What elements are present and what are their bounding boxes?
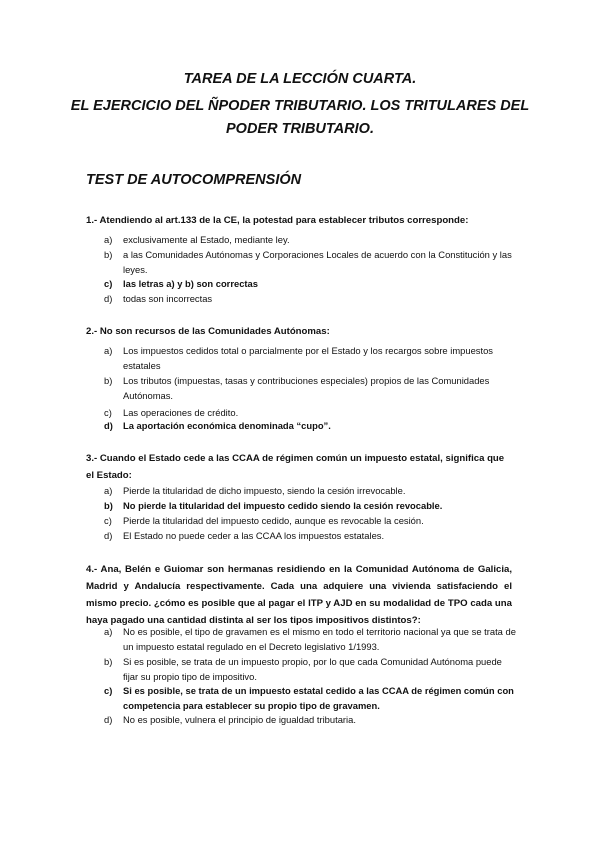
option-letter: b) — [104, 500, 113, 511]
question-3-option-b — [104, 498, 518, 513]
section-subtitle: TEST DE AUTOCOMPRENSIÓN — [86, 172, 302, 188]
question-4-option-b — [104, 654, 518, 684]
option-letter: a) — [104, 345, 113, 356]
question-4-option-d — [104, 712, 518, 727]
question-1-option-a — [104, 232, 518, 247]
option-text: Las operaciones de crédito. — [123, 407, 239, 418]
question-3: 3.- Cuando el Estado cede a las CCAA de régimen común un impuesto estatal, significa que el Estado: — [86, 453, 505, 481]
option-letter: b) — [104, 375, 113, 386]
option-letter: c) — [104, 407, 112, 418]
option-text: No pierde la titularidad del impuesto cedido siendo la cesión revocable. — [123, 500, 443, 511]
question-1-option-d — [104, 291, 518, 306]
option-letter: d) — [104, 530, 113, 541]
question-1-option-c — [104, 276, 518, 291]
question-2-option-d — [104, 418, 518, 433]
option-letter: b) — [104, 249, 113, 260]
option-text: No es posible, el tipo de gravamen es el mismo en todo el territorio nacional ya que se trata de un impuesto estatal regulado en el Decreto legislativo 1/1993. — [123, 626, 516, 652]
question-1: 1.- Atendiendo al art.133 de la CE, la potestad para establecer tributos corresponde: — [86, 215, 469, 226]
option-text: Pierde la titularidad de dicho impuesto, siendo la cesión irrevocable. — [123, 485, 406, 496]
option-letter: c) — [104, 515, 112, 526]
question-4-option-a — [104, 624, 518, 654]
option-text: todas son incorrectas — [123, 293, 213, 304]
question-4: 4.- Ana, Belén e Guiomar son hermanas residiendo en la Comunidad Autónoma de Galicia, Madrid y Andalucía respectivamente. Cada una adquiere una vivienda satisfaciendo el mismo precio. ¿cómo es posible que al pagar el ITP y AJD en su modalidad de TPO cada una haya pagado una cantidad distinta al ser los tipos impositivos distintos?: — [86, 564, 512, 626]
option-text: Pierde la titularidad del impuesto cedido, aunque es revocable la cesión. — [123, 515, 424, 526]
question-3-option-d — [104, 528, 518, 543]
title-line-1: TAREA DE LA LECCIÓN CUARTA. — [183, 71, 417, 87]
option-letter: a) — [104, 626, 113, 637]
option-text: Los impuestos cedidos total o parcialmente por el Estado y los recargos sobre impuestos estatales — [123, 345, 493, 371]
option-text: El Estado no puede ceder a las CCAA los impuestos estatales. — [123, 530, 385, 541]
option-text: exclusivamente al Estado, mediante ley. — [123, 234, 290, 245]
option-letter: b) — [104, 656, 113, 667]
option-letter: c) — [104, 278, 113, 289]
option-text: No es posible, vulnera el principio de igualdad tributaria. — [123, 714, 356, 725]
question-2-option-a — [104, 343, 518, 373]
option-letter: d) — [104, 293, 113, 304]
title-line-3: PODER TRIBUTARIO. — [226, 121, 374, 137]
question-3-option-c — [104, 513, 518, 528]
option-letter: d) — [104, 714, 113, 725]
title-line-2: EL EJERCICIO DEL ÑPODER TRIBUTARIO. LOS TRITULARES DEL — [70, 98, 530, 114]
option-letter: a) — [104, 234, 113, 245]
option-letter: d) — [104, 420, 113, 431]
option-letter: a) — [104, 485, 113, 496]
question-4-option-c — [104, 683, 518, 713]
option-text: a las Comunidades Autónomas y Corporaciones Locales de acuerdo con la Constitución y las leyes. — [123, 249, 512, 275]
option-text: Si es posible, se trata de un impuesto estatal cedido a las CCAA de régimen común con competencia para establecer su propio tipo de gravamen. — [123, 685, 514, 711]
question-3-option-a — [104, 483, 518, 498]
question-2: 2.- No son recursos de las Comunidades Autónomas: — [86, 326, 330, 337]
option-letter: c) — [104, 685, 113, 696]
option-text: las letras a) y b) son correctas — [123, 278, 258, 289]
question-1-option-b — [104, 247, 518, 277]
option-text: Si es posible, se trata de un impuesto propio, por lo que cada Comunidad Autónoma puede fijar su propio tipo de impositivo. — [123, 656, 502, 682]
option-text: Los tributos (impuestas, tasas y contribuciones especiales) propios de las Comunidades Autónomas. — [123, 375, 490, 401]
option-text: La aportación económica denominada “cupo”. — [123, 420, 331, 431]
question-2-option-b — [104, 373, 518, 403]
